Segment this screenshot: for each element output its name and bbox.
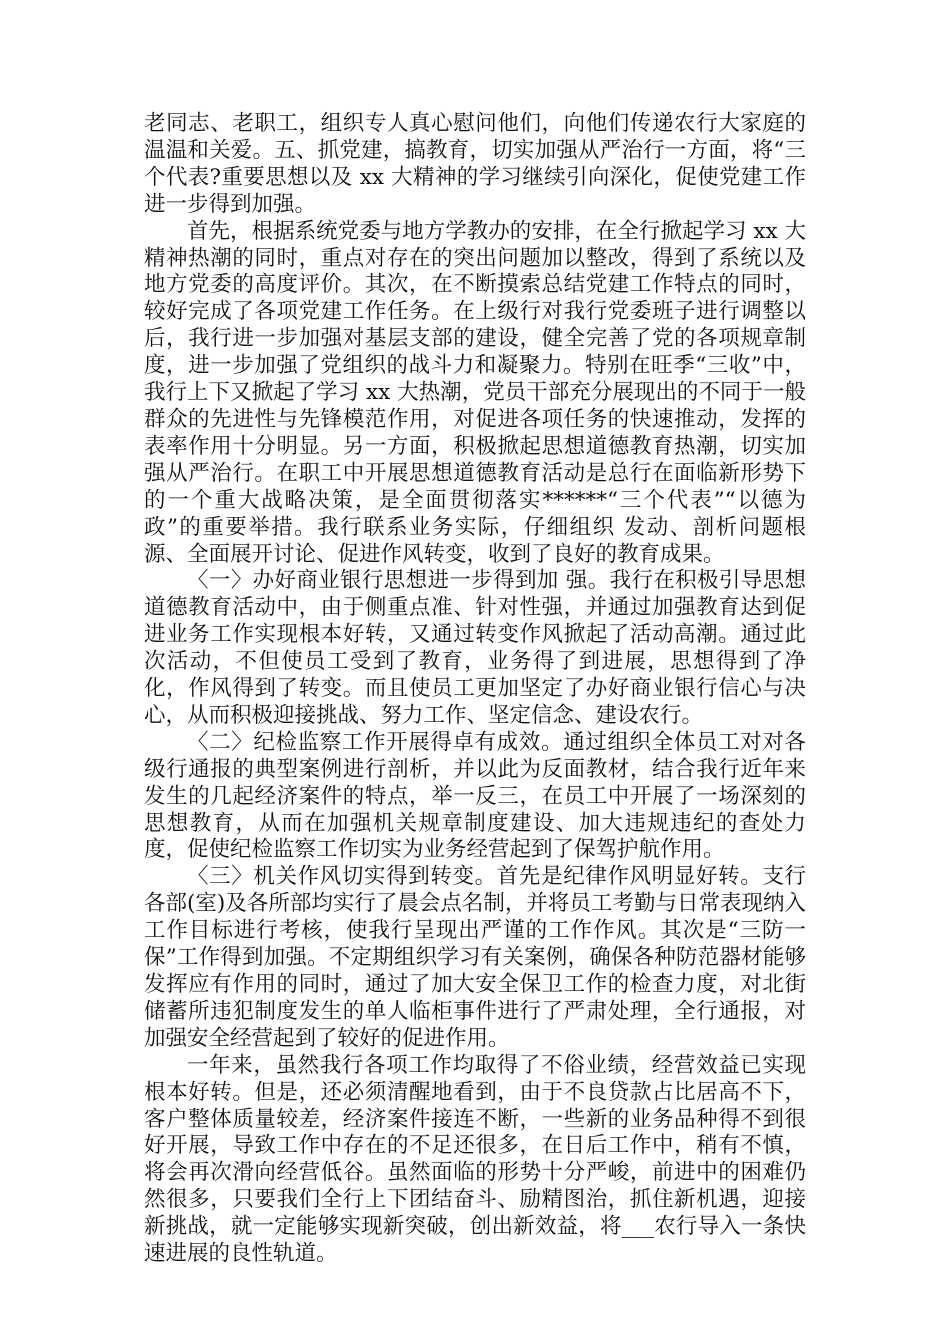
paragraph-section-one: 〈一〉办好商业银行思想进一步得到加 强。我行在积极引导思想道德教育活动中，由于侧重点准、针对性强，并通过加强教育达到促进业务工作实现根本好转，又通过转变作风掀起了活动高潮。通过此次活动，不但使员工受到了教育，业务得了到进展，思想得到了净化，作风得到了转变。而且使员工更加坚定了办好商业银行信心与决心，从而积极迎接挑战、努力工作、坚定信念、建设农行。: [144, 568, 806, 728]
paragraph-continuation: 老同志、老职工，组织专人真心慰问他们，向他们传递农行大家庭的温温和关爱。五、抓党建，搞教育，切实加强从严治行一方面，将“三个代表?重要思想以及 xx 大精神的学习继续引向深化，促使党建工作进一步得到加强。: [144, 111, 806, 217]
paragraph-conclusion: 一年来，虽然我行各项工作均取得了不俗业绩，经营效益已实现根本好转。但是，还必须清醒地看到，由于不良贷款占比居高不下，客户整体质量较差，经济案件接连不断，一些新的业务品种得不到很好开展，导致工作中存在的不足还很多，在日后工作中，稍有不慎，将会再次滑向经营低谷。虽然面临的形势十分严峻，前进中的困难仍然很多，只要我们全行上下团结奋斗、励精图治，抓住新机遇，迎接新挑战，就一定能够实现新突破，创出新效益，将___农行导入一条快速进展的良性轨道。: [144, 1052, 806, 1267]
document-page: [144, 111, 806, 1268]
paragraph-party-building: 首先，根据系统党委与地方学教办的安排，在全行掀起学习 xx 大精神热潮的同时，重点对存在的突出问题加以整改，得到了系统以及地方党委的高度评价。其次，在不断摸索总结党建工作特点的同时，较好完成了各项党建工作任务。在上级行对我行党委班子进行调整以后，我行进一步加强对基层支部的建设，健全完善了党的各项规章制度，进一步加强了党组织的战斗力和凝聚力。特别在旺季“三收”中，我行上下又掀起了学习 xx 大热潮，党员干部充分展现出的不同于一般群众的先进性与先锋模范作用，对促进各项任务的快速推动，发挥的表率作用十分明显。另一方面，积极掀起思想道德教育热潮，切实加强从严治行。在职工中开展思想道德教育活动是总行在面临新形势下的一个重大战略决策，是全面贯彻落实******“三个代表”“以德为政”的重要举措。我行联系业务实际，仔细组织 发动、剖析问题根源、全面展开讨论、促进作风转变，收到了良好的教育成果。: [144, 218, 806, 567]
paragraph-section-three: 〈三〉机关作风切实得到转变。首先是纪律作风明显好转。支行各部(室)及各所部均实行了晨会点名制，并将员工考勤与日常表现纳入工作目标进行考核，使我行呈现出严谨的工作作风。其次是“三防一保”工作得到加强。不定期组织学习有关案例，确保各种防范器材能够发挥应有作用的同时，通过了加大安全保卫工作的检查力度，对北街储蓄所违犯制度发生的单人临柜事件进行了严肃处理，全行通报，对加强安全经营起到了较好的促进作用。: [144, 864, 806, 1051]
paragraph-section-two: 〈二〉纪检监察工作开展得卓有成效。通过组织全体员工对对各级行通报的典型案例进行剖析，并以此为反面教材，结合我行近年来发生的几起经济案件的特点，举一反三，在员工中开展了一场深刻的思想教育，从而在加强机关规章制度建设、加大违规违纪的查处力度，促使纪检监察工作切实为业务经营起到了保驾护航作用。: [144, 729, 806, 863]
